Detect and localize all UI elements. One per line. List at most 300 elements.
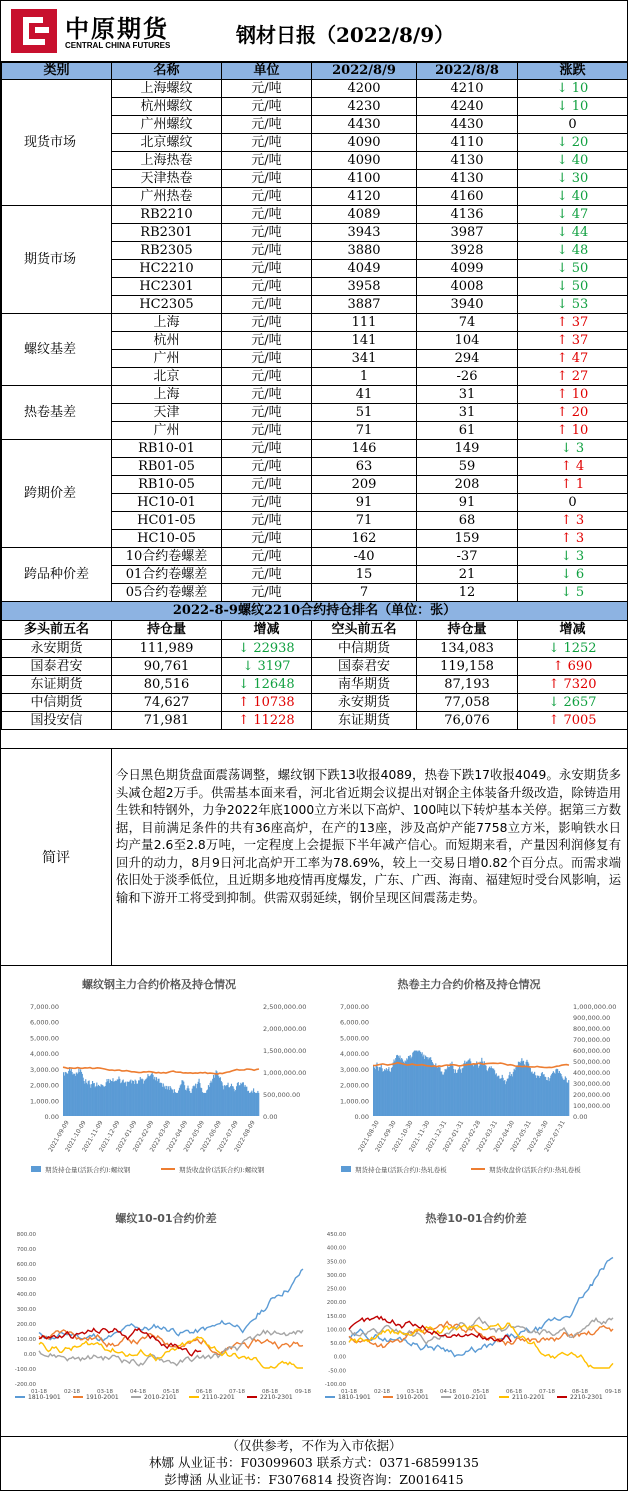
change-cell: ↓ 3 bbox=[518, 440, 628, 458]
short-position-cell: 76,076 bbox=[417, 712, 518, 730]
y2-tick-label: 2,500,000.00 bbox=[263, 1003, 307, 1011]
unit-cell: 元/吨 bbox=[222, 548, 312, 566]
report-header bbox=[1, 1, 627, 62]
legend-swatch-line bbox=[471, 1168, 485, 1170]
value-today-cell: 162 bbox=[312, 530, 417, 548]
unit-cell: 元/吨 bbox=[222, 584, 312, 602]
legend-label: 2010-2101 bbox=[144, 1394, 177, 1401]
x-tick-label: 2021-10-30 bbox=[391, 1119, 415, 1154]
short-change-cell: ↓ 1252 bbox=[518, 640, 628, 658]
name-cell: RB2301 bbox=[112, 224, 222, 242]
unit-cell: 元/吨 bbox=[222, 242, 312, 260]
value-prev-cell: 31 bbox=[417, 404, 518, 422]
value-today-cell: 3943 bbox=[312, 224, 417, 242]
change-cell: ↑ 10 bbox=[518, 422, 628, 440]
spread-series-line bbox=[349, 1323, 613, 1368]
spread-series-line bbox=[39, 1330, 303, 1366]
category-cell: 跨品种价差 bbox=[2, 548, 112, 602]
unit-cell: 元/吨 bbox=[222, 476, 312, 494]
column-header: 2022/8/9 bbox=[312, 63, 417, 80]
name-cell: 天津 bbox=[112, 404, 222, 422]
comment-text: 今日黑色期货盘面震荡调整，螺纹钢下跌13收报4089，热卷下跌17收报4049。永安期货多头减仓超2万手。供需基本面来看，河北省近期会议提出对钢企主体装备升级改造，除铸造用生铁和特钢外，力争2022年底1000立方米以下高炉、100吨以下转炉基本关停。据第三方数据，目前满足条件的共有36座高炉，在产的13座，涉及高炉产能7758立方米，影响铁水日均产量2.6至2.8万吨，一定程度上会提振下半年减产信心。而短期来看，产量因利润修复有回升的动力，8月9日河北高炉开工率为78.69%，较上一交易日增0.82个百分点。而需求端依旧处于淡季低位，且近期多地疫情再度爆发，广东、广西、海南、福建短时受台风影响，运输和下游开工将受到抑制。供需双弱延续，钢价呈现区间震荡走势。 bbox=[116, 768, 621, 905]
name-cell: 上海 bbox=[112, 386, 222, 404]
logo-text-cn: 中原期货 bbox=[65, 15, 169, 43]
x-tick-label: 08-18 bbox=[572, 1389, 588, 1395]
name-cell: RB10-01 bbox=[112, 440, 222, 458]
disclaimer-text: （仅供参考，不作为入市依据） bbox=[226, 1438, 402, 1453]
unit-cell: 元/吨 bbox=[222, 278, 312, 296]
change-cell: ↑ 37 bbox=[518, 332, 628, 350]
change-cell: ↓ 6 bbox=[518, 566, 628, 584]
change-cell: ↓ 10 bbox=[518, 98, 628, 116]
table-row bbox=[2, 206, 628, 224]
x-tick-label: 2022-07-31 bbox=[543, 1119, 567, 1154]
comment-label: 简评 bbox=[1, 749, 112, 965]
value-prev-cell: 4210 bbox=[417, 80, 518, 98]
y-tick-label: -50.00 bbox=[328, 1368, 346, 1375]
unit-cell: 元/吨 bbox=[222, 494, 312, 512]
long-change-cell: ↓ 12648 bbox=[222, 676, 312, 694]
y-tick-label: 700.00 bbox=[16, 1247, 36, 1253]
value-today-cell: 141 bbox=[312, 332, 417, 350]
y-tick-label: 100.00 bbox=[326, 1327, 346, 1334]
name-cell: RB01-05 bbox=[112, 458, 222, 476]
name-cell: 北京 bbox=[112, 368, 222, 386]
long-position-cell: 74,627 bbox=[112, 694, 222, 712]
value-today-cell: 146 bbox=[312, 440, 417, 458]
legend-swatch bbox=[325, 1396, 335, 1398]
value-prev-cell: 3928 bbox=[417, 242, 518, 260]
x-tick-label: 2022-02-28 bbox=[458, 1119, 483, 1154]
value-today-cell: 341 bbox=[312, 350, 417, 368]
y-tick-label: 400.00 bbox=[326, 1245, 346, 1252]
y-tick-label: 800.00 bbox=[16, 1232, 36, 1238]
y-tick-label: 100.00 bbox=[16, 1337, 36, 1343]
long-member-cell: 国泰君安 bbox=[2, 658, 112, 676]
charts-canvas bbox=[1, 966, 627, 1436]
change-cell: ↑ 37 bbox=[518, 314, 628, 332]
column-header: 2022/8/8 bbox=[417, 63, 518, 80]
long-position-cell: 80,516 bbox=[112, 676, 222, 694]
value-prev-cell: 21 bbox=[417, 566, 518, 584]
short-member-cell: 中信期货 bbox=[312, 640, 417, 658]
unit-cell: 元/吨 bbox=[222, 512, 312, 530]
category-cell: 现货市场 bbox=[2, 80, 112, 206]
legend-label: 1810-1901 bbox=[338, 1394, 371, 1401]
value-today-cell: 71 bbox=[312, 512, 417, 530]
long-member-cell: 国投安信 bbox=[2, 712, 112, 730]
y-tick-label: 1,000.00 bbox=[340, 1097, 369, 1106]
y-tick-label: 200.00 bbox=[326, 1300, 346, 1307]
y2-tick-label: 500,000.00 bbox=[573, 1058, 611, 1066]
legend-label: 1910-2001 bbox=[396, 1394, 429, 1401]
y-tick-label: 600.00 bbox=[16, 1262, 36, 1268]
x-tick-label: 06-18 bbox=[506, 1389, 522, 1395]
short-change-cell: ↑ 7005 bbox=[518, 712, 628, 730]
unit-cell: 元/吨 bbox=[222, 116, 312, 134]
value-today-cell: 71 bbox=[312, 422, 417, 440]
value-prev-cell: 4130 bbox=[417, 152, 518, 170]
value-today-cell: 4430 bbox=[312, 116, 417, 134]
y-tick-label: -100.00 bbox=[324, 1382, 346, 1388]
name-cell: HC10-01 bbox=[112, 494, 222, 512]
y-tick-label: 3,000.00 bbox=[340, 1065, 369, 1074]
legend-label: 期货持仓量(活跃合约):热轧卷板 bbox=[355, 1166, 447, 1174]
legend-label: 期货持仓量(活跃合约):螺纹钢 bbox=[45, 1166, 131, 1174]
legend-label: 2110-2201 bbox=[512, 1394, 545, 1401]
name-cell: 天津热卷 bbox=[112, 170, 222, 188]
charts-section bbox=[1, 965, 627, 1436]
analyst-1-text: 林娜 从业证书：F03099603 联系方式：0371-68599135 bbox=[149, 1455, 479, 1470]
value-prev-cell: 91 bbox=[417, 494, 518, 512]
comment-section bbox=[1, 748, 627, 965]
value-prev-cell: 4240 bbox=[417, 98, 518, 116]
y2-tick-label: 100,000.00 bbox=[573, 1102, 611, 1110]
y-tick-label: 5,000.00 bbox=[30, 1034, 59, 1043]
table-header-row bbox=[2, 63, 628, 80]
x-tick-label: 04-18 bbox=[440, 1389, 456, 1395]
legend-swatch bbox=[247, 1396, 257, 1398]
x-tick-label: 2021-10-09 bbox=[64, 1119, 88, 1154]
name-cell: RB2210 bbox=[112, 206, 222, 224]
long-position-cell: 111,989 bbox=[112, 640, 222, 658]
table-row bbox=[2, 80, 628, 98]
y-tick-label: 7,000.00 bbox=[30, 1003, 59, 1011]
y-tick-label: 0.00 bbox=[44, 1113, 59, 1121]
ranking-column-header: 增减 bbox=[222, 621, 312, 640]
change-cell: ↓ 53 bbox=[518, 296, 628, 314]
x-tick-label: 02-18 bbox=[64, 1389, 80, 1395]
unit-cell: 元/吨 bbox=[222, 80, 312, 98]
y2-tick-label: 0.00 bbox=[573, 1113, 588, 1121]
change-cell: ↓ 40 bbox=[518, 188, 628, 206]
short-position-cell: 87,193 bbox=[417, 676, 518, 694]
value-today-cell: 91 bbox=[312, 494, 417, 512]
unit-cell: 元/吨 bbox=[222, 260, 312, 278]
unit-cell: 元/吨 bbox=[222, 368, 312, 386]
value-prev-cell: 4430 bbox=[417, 116, 518, 134]
change-cell: ↓ 40 bbox=[518, 152, 628, 170]
column-header: 名称 bbox=[112, 63, 222, 80]
value-prev-cell: 4136 bbox=[417, 206, 518, 224]
change-cell: ↑ 10 bbox=[518, 386, 628, 404]
legend-swatch bbox=[441, 1396, 451, 1398]
y2-tick-label: 800,000.00 bbox=[573, 1025, 611, 1033]
short-member-cell: 南华期货 bbox=[312, 676, 417, 694]
y-tick-label: 0.00 bbox=[354, 1113, 369, 1121]
change-cell: ↓ 50 bbox=[518, 260, 628, 278]
long-member-cell: 东证期货 bbox=[2, 676, 112, 694]
name-cell: HC10-05 bbox=[112, 530, 222, 548]
change-cell: ↓ 47 bbox=[518, 206, 628, 224]
y-tick-label: 250.00 bbox=[326, 1286, 346, 1293]
unit-cell: 元/吨 bbox=[222, 458, 312, 476]
ranking-row bbox=[2, 712, 628, 730]
unit-cell: 元/吨 bbox=[222, 386, 312, 404]
y-tick-label: 50.00 bbox=[330, 1341, 346, 1348]
table-row bbox=[2, 548, 628, 566]
ranking-row bbox=[2, 694, 628, 712]
x-tick-label: 2021-11-09 bbox=[81, 1119, 105, 1154]
unit-cell: 元/吨 bbox=[222, 530, 312, 548]
value-today-cell: 111 bbox=[312, 314, 417, 332]
x-tick-label: 2022-06-30 bbox=[526, 1119, 550, 1154]
value-today-cell: 209 bbox=[312, 476, 417, 494]
analyst-2-text: 彭博涵 从业证书：F3076814 投资咨询：Z0016415 bbox=[164, 1472, 464, 1487]
y2-tick-label: 1,500,000.00 bbox=[263, 1047, 307, 1055]
x-tick-label: 2022-08-09 bbox=[233, 1119, 257, 1154]
value-prev-cell: 104 bbox=[417, 332, 518, 350]
y2-tick-label: 700,000.00 bbox=[573, 1036, 611, 1044]
name-cell: 01合约卷螺差 bbox=[112, 566, 222, 584]
legend-swatch-line bbox=[161, 1168, 175, 1170]
ranking-row bbox=[2, 676, 628, 694]
ranking-column-header: 增减 bbox=[518, 621, 628, 640]
value-today-cell: 4090 bbox=[312, 152, 417, 170]
value-prev-cell: 59 bbox=[417, 458, 518, 476]
value-prev-cell: 31 bbox=[417, 386, 518, 404]
table-row bbox=[2, 386, 628, 404]
change-cell: ↓ 48 bbox=[518, 242, 628, 260]
y2-tick-label: 300,000.00 bbox=[573, 1080, 611, 1088]
legend-label: 2210-2301 bbox=[570, 1394, 603, 1401]
ranking-title: 2022-8-9螺纹2210合约持仓排名（单位：张） bbox=[2, 602, 628, 621]
company-logo-icon bbox=[9, 7, 59, 55]
short-change-cell: ↑ 7320 bbox=[518, 676, 628, 694]
name-cell: 杭州螺纹 bbox=[112, 98, 222, 116]
short-position-cell: 77,058 bbox=[417, 694, 518, 712]
x-tick-label: 2022-04-09 bbox=[165, 1119, 190, 1154]
x-tick-label: 09-18 bbox=[295, 1389, 311, 1395]
y2-tick-label: 1,000,000.00 bbox=[263, 1069, 307, 1077]
long-change-cell: ↑ 10738 bbox=[222, 694, 312, 712]
value-today-cell: 4100 bbox=[312, 170, 417, 188]
legend-swatch-bar bbox=[341, 1166, 351, 1172]
y-tick-label: 400.00 bbox=[16, 1292, 36, 1298]
y-tick-label: 200.00 bbox=[16, 1322, 36, 1328]
chart-title: 热卷10-01合约价差 bbox=[425, 1212, 527, 1225]
change-cell: ↑ 27 bbox=[518, 368, 628, 386]
close-price-line bbox=[63, 1067, 259, 1074]
name-cell: 广州螺纹 bbox=[112, 116, 222, 134]
change-cell: ↓ 44 bbox=[518, 224, 628, 242]
y-tick-label: 5,000.00 bbox=[340, 1034, 369, 1043]
spread-series-line bbox=[349, 1258, 613, 1357]
unit-cell: 元/吨 bbox=[222, 98, 312, 116]
x-tick-label: 02-18 bbox=[374, 1389, 390, 1395]
name-cell: RB2305 bbox=[112, 242, 222, 260]
value-prev-cell: 12 bbox=[417, 584, 518, 602]
value-prev-cell: 61 bbox=[417, 422, 518, 440]
y-tick-label: 150.00 bbox=[326, 1313, 346, 1320]
value-prev-cell: 208 bbox=[417, 476, 518, 494]
y2-tick-label: 900,000.00 bbox=[573, 1014, 611, 1022]
value-today-cell: 63 bbox=[312, 458, 417, 476]
value-prev-cell: 149 bbox=[417, 440, 518, 458]
ranking-column-header: 空头前五名 bbox=[312, 621, 417, 640]
value-today-cell: 7 bbox=[312, 584, 417, 602]
y2-tick-label: 600,000.00 bbox=[573, 1047, 611, 1055]
x-tick-label: 2022-06-09 bbox=[199, 1119, 223, 1154]
value-prev-cell: 4160 bbox=[417, 188, 518, 206]
y2-tick-label: 2,000,000.00 bbox=[263, 1025, 307, 1033]
legend-swatch-bar bbox=[31, 1166, 41, 1172]
y2-tick-label: 500,000.00 bbox=[263, 1091, 301, 1099]
y-tick-label: 300.00 bbox=[16, 1307, 36, 1313]
value-today-cell: 51 bbox=[312, 404, 417, 422]
x-tick-label: 2021-08-30 bbox=[357, 1119, 381, 1154]
y-tick-label: 450.00 bbox=[326, 1232, 346, 1238]
name-cell: 广州热卷 bbox=[112, 188, 222, 206]
y2-tick-label: 400,000.00 bbox=[573, 1069, 611, 1077]
change-cell: ↓ 50 bbox=[518, 278, 628, 296]
short-member-cell: 国泰君安 bbox=[312, 658, 417, 676]
unit-cell: 元/吨 bbox=[222, 440, 312, 458]
unit-cell: 元/吨 bbox=[222, 422, 312, 440]
name-cell: 广州 bbox=[112, 422, 222, 440]
value-today-cell: 3880 bbox=[312, 242, 417, 260]
change-cell: ↑ 1 bbox=[518, 476, 628, 494]
value-prev-cell: -37 bbox=[417, 548, 518, 566]
y-tick-label: -200.00 bbox=[14, 1382, 36, 1388]
value-today-cell: 4089 bbox=[312, 206, 417, 224]
unit-cell: 元/吨 bbox=[222, 224, 312, 242]
category-cell: 螺纹基差 bbox=[2, 314, 112, 386]
unit-cell: 元/吨 bbox=[222, 350, 312, 368]
x-tick-label: 2021-09-30 bbox=[374, 1119, 398, 1154]
column-header: 单位 bbox=[222, 63, 312, 80]
short-member-cell: 永安期货 bbox=[312, 694, 417, 712]
change-cell: ↑ 3 bbox=[518, 530, 628, 548]
y-tick-label: 6,000.00 bbox=[30, 1018, 59, 1027]
x-tick-label: 01-18 bbox=[31, 1389, 47, 1395]
legend-label: 2210-2301 bbox=[260, 1394, 293, 1401]
y-tick-label: -100.00 bbox=[14, 1367, 36, 1373]
unit-cell: 元/吨 bbox=[222, 206, 312, 224]
name-cell: HC2301 bbox=[112, 278, 222, 296]
short-change-cell: ↓ 2657 bbox=[518, 694, 628, 712]
unit-cell: 元/吨 bbox=[222, 188, 312, 206]
y-tick-label: 0.00 bbox=[333, 1354, 346, 1361]
y2-tick-label: 0.00 bbox=[263, 1113, 278, 1121]
logo-text-en: CENTRAL CHINA FUTURES bbox=[65, 41, 171, 50]
legend-swatch bbox=[15, 1396, 25, 1398]
x-tick-label: 2022-02-09 bbox=[131, 1119, 156, 1154]
y-tick-label: 2,000.00 bbox=[30, 1081, 59, 1090]
name-cell: 上海螺纹 bbox=[112, 80, 222, 98]
change-cell: ↓ 10 bbox=[518, 80, 628, 98]
name-cell: 杭州 bbox=[112, 332, 222, 350]
y-tick-label: 500.00 bbox=[16, 1277, 36, 1283]
long-position-cell: 71,981 bbox=[112, 712, 222, 730]
name-cell: 10合约卷螺差 bbox=[112, 548, 222, 566]
value-today-cell: 4200 bbox=[312, 80, 417, 98]
legend-label: 1910-2001 bbox=[86, 1394, 119, 1401]
unit-cell: 元/吨 bbox=[222, 170, 312, 188]
x-tick-label: 2022-03-31 bbox=[475, 1119, 500, 1154]
table-row bbox=[2, 440, 628, 458]
value-today-cell: 41 bbox=[312, 386, 417, 404]
x-tick-label: 2021-11-30 bbox=[407, 1119, 432, 1154]
legend-label: 期货收盘价(活跃合约):螺纹钢 bbox=[179, 1166, 265, 1174]
column-header: 类别 bbox=[2, 63, 112, 80]
long-member-cell: 中信期货 bbox=[2, 694, 112, 712]
x-tick-label: 09-18 bbox=[605, 1389, 621, 1395]
long-position-cell: 90,761 bbox=[112, 658, 222, 676]
legend-swatch bbox=[73, 1396, 83, 1398]
value-prev-cell: 4130 bbox=[417, 170, 518, 188]
y-tick-label: 4,000.00 bbox=[340, 1050, 369, 1059]
x-tick-label: 05-18 bbox=[473, 1389, 489, 1395]
long-change-cell: ↓ 22938 bbox=[222, 640, 312, 658]
y-tick-label: 6,000.00 bbox=[340, 1018, 369, 1027]
value-prev-cell: 294 bbox=[417, 350, 518, 368]
y-tick-label: 0.00 bbox=[23, 1352, 36, 1358]
x-tick-label: 2021-09-09 bbox=[47, 1119, 71, 1154]
x-tick-label: 07-18 bbox=[229, 1389, 245, 1395]
unit-cell: 元/吨 bbox=[222, 566, 312, 584]
chart-title: 热卷主力合约价格及持仓情况 bbox=[397, 978, 541, 991]
legend-label: 2010-2101 bbox=[454, 1394, 487, 1401]
category-cell: 跨期价差 bbox=[2, 440, 112, 548]
x-tick-label: 2021-12-09 bbox=[97, 1119, 122, 1154]
category-cell: 热卷基差 bbox=[2, 386, 112, 440]
change-cell: ↑ 47 bbox=[518, 350, 628, 368]
x-tick-label: 05-18 bbox=[163, 1389, 179, 1395]
long-change-cell: ↓ 3197 bbox=[222, 658, 312, 676]
y2-tick-label: 200,000.00 bbox=[573, 1091, 611, 1099]
change-cell: ↓ 30 bbox=[518, 170, 628, 188]
name-cell: 上海热卷 bbox=[112, 152, 222, 170]
value-prev-cell: 4110 bbox=[417, 134, 518, 152]
name-cell: RB10-05 bbox=[112, 476, 222, 494]
chart-title: 螺纹钢主力合约价格及持仓情况 bbox=[82, 978, 236, 991]
value-prev-cell: 3987 bbox=[417, 224, 518, 242]
value-today-cell: 4120 bbox=[312, 188, 417, 206]
value-today-cell: 15 bbox=[312, 566, 417, 584]
value-prev-cell: 159 bbox=[417, 530, 518, 548]
category-cell: 期货市场 bbox=[2, 206, 112, 314]
open-interest-bar bbox=[568, 1080, 569, 1116]
x-tick-label: 2022-01-09 bbox=[114, 1119, 139, 1154]
x-tick-label: 08-18 bbox=[262, 1389, 278, 1395]
ranking-row bbox=[2, 640, 628, 658]
value-today-cell: 4049 bbox=[312, 260, 417, 278]
table-row bbox=[2, 314, 628, 332]
change-cell: 0 bbox=[518, 116, 628, 134]
name-cell: HC01-05 bbox=[112, 512, 222, 530]
legend-label: 1810-1901 bbox=[28, 1394, 61, 1401]
unit-cell: 元/吨 bbox=[222, 314, 312, 332]
x-tick-label: 2022-05-31 bbox=[509, 1119, 533, 1154]
legend-swatch bbox=[383, 1396, 393, 1398]
change-cell: ↓ 3 bbox=[518, 548, 628, 566]
legend-swatch bbox=[557, 1396, 567, 1398]
change-cell: ↑ 3 bbox=[518, 512, 628, 530]
ranking-column-header: 持仓量 bbox=[417, 621, 518, 640]
report-title: 钢材日报（2022/8/9） bbox=[236, 23, 455, 47]
x-tick-label: 2022-07-09 bbox=[216, 1119, 240, 1154]
name-cell: 广州 bbox=[112, 350, 222, 368]
price-table bbox=[1, 62, 628, 730]
ranking-row bbox=[2, 658, 628, 676]
y-tick-label: 300.00 bbox=[326, 1272, 346, 1279]
ranking-header-row bbox=[2, 621, 628, 640]
unit-cell: 元/吨 bbox=[222, 296, 312, 314]
value-today-cell: 3958 bbox=[312, 278, 417, 296]
x-tick-label: 01-18 bbox=[341, 1389, 357, 1395]
y-tick-label: 350.00 bbox=[326, 1259, 346, 1266]
